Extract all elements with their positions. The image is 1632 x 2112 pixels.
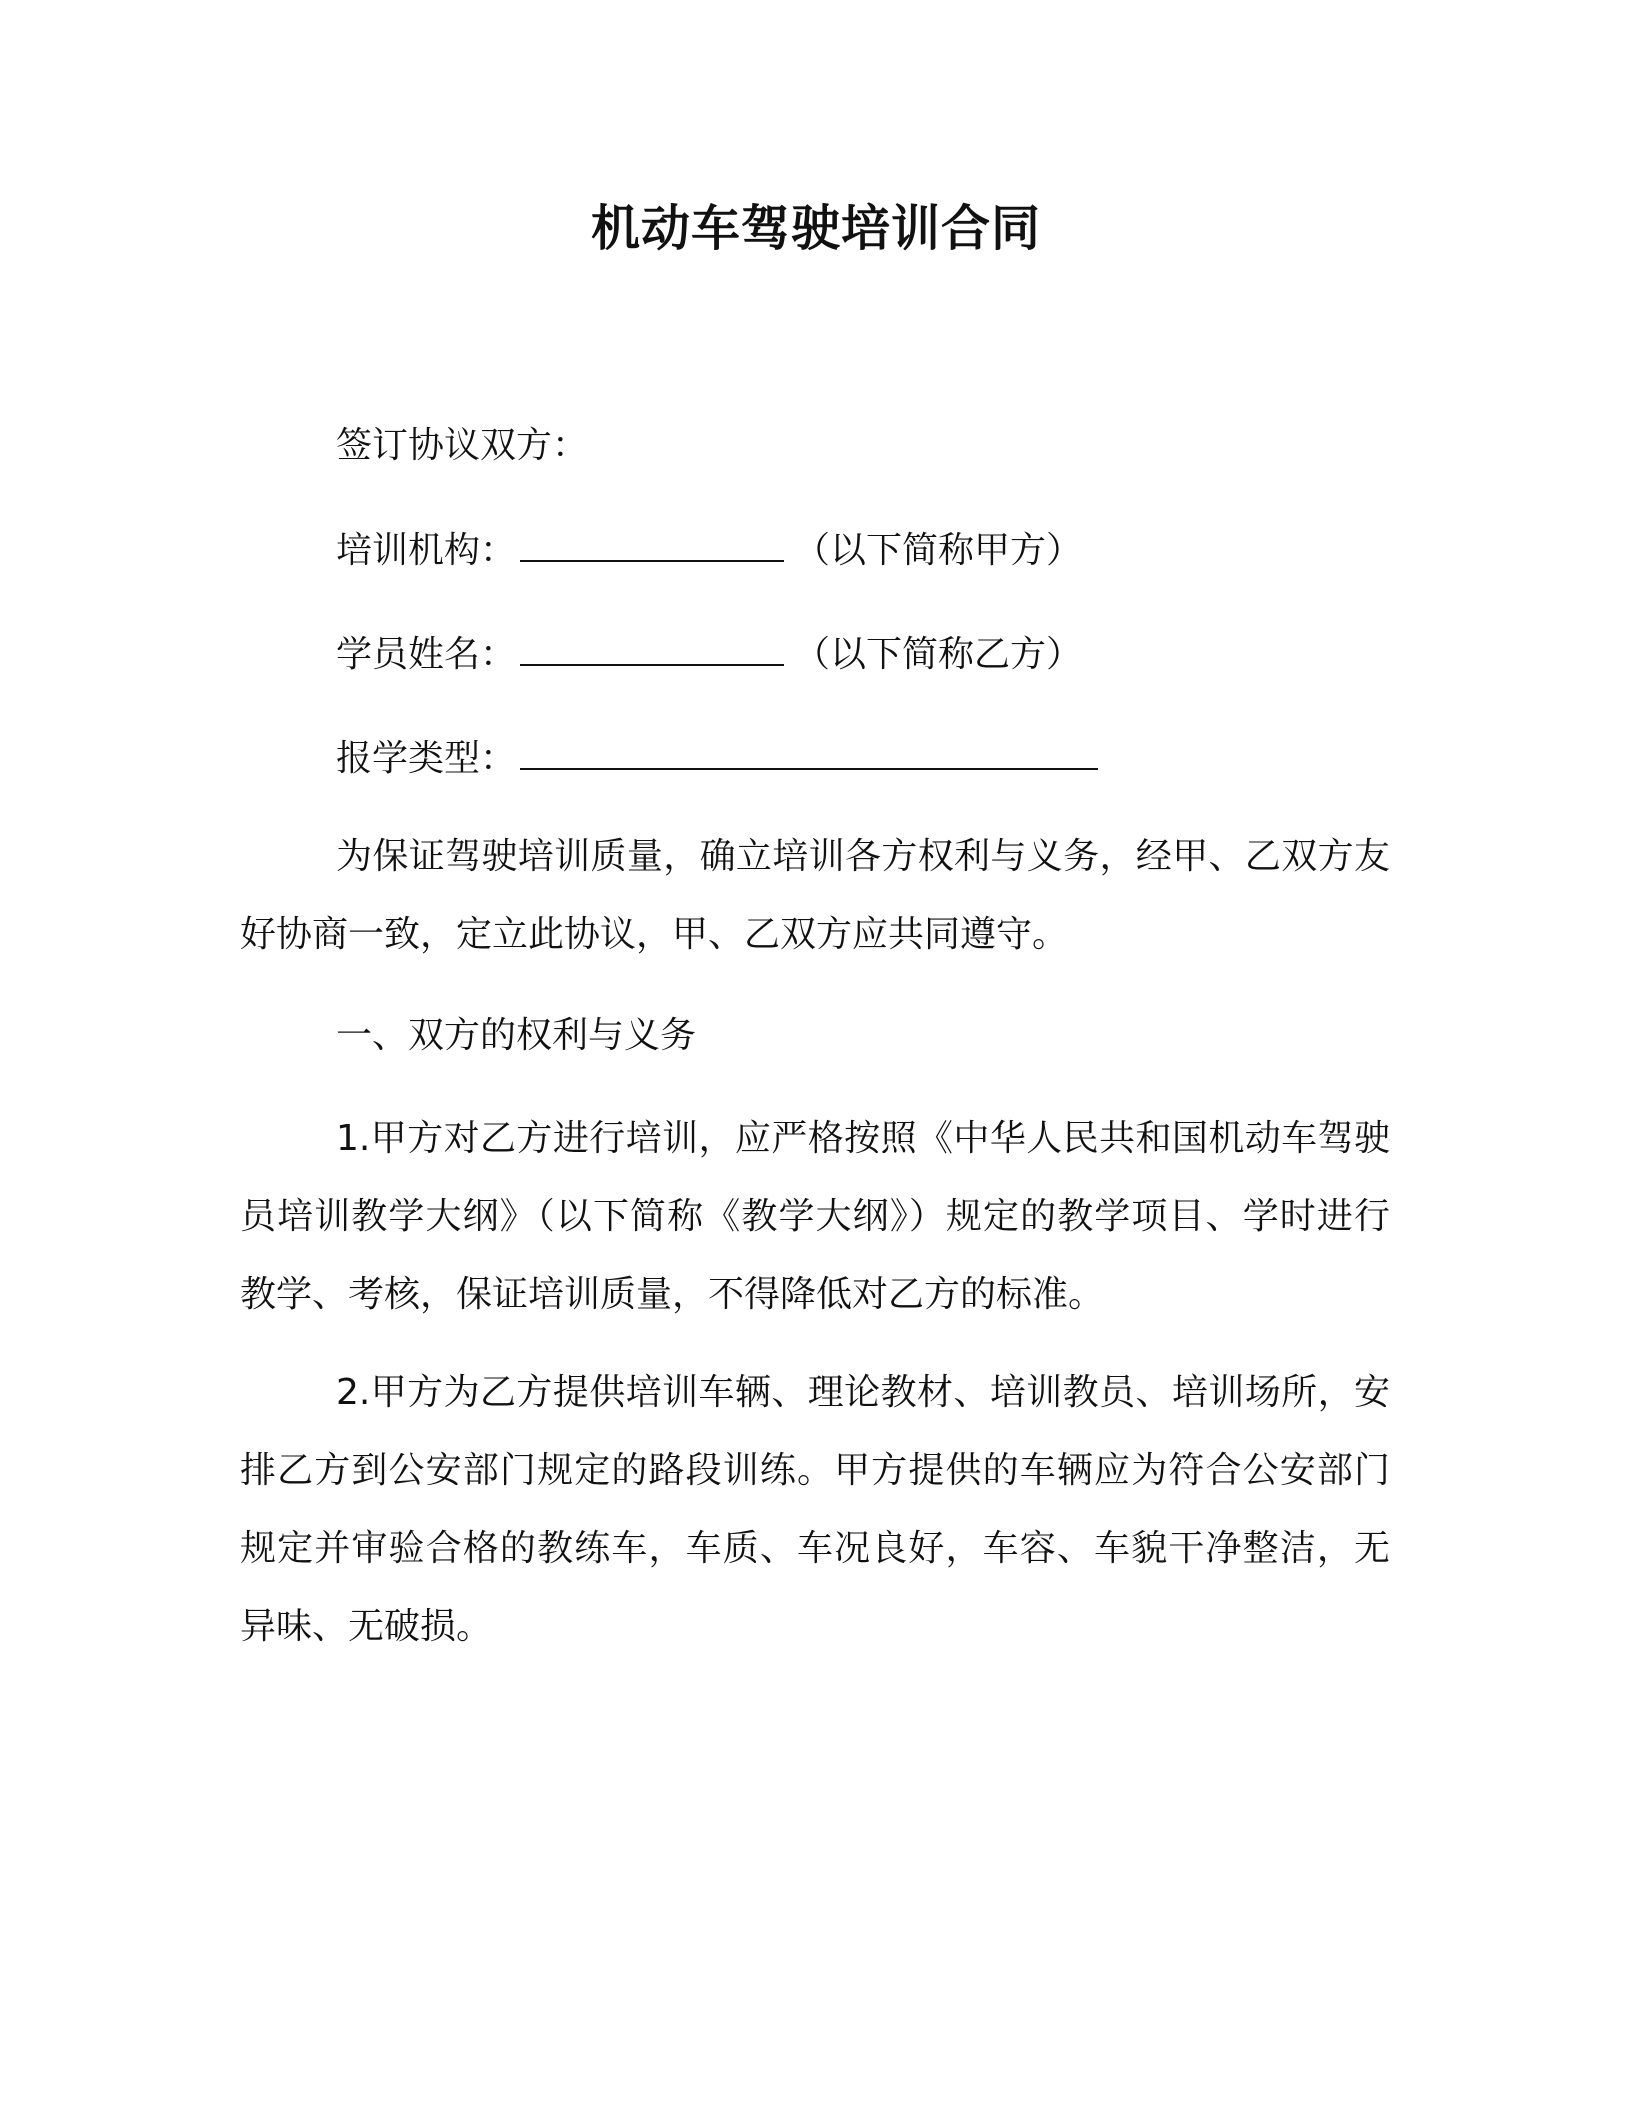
clause-1: 1.甲方对乙方进行培训，应严格按照《中华人民共和国机动车驾驶员培训教学大纲》（以下简称《教学大纲》）规定的教学项目、学时进行教学、考核，保证培训质量，不得降低对乙方的标准。 — [240, 1118, 1390, 1315]
student-line — [336, 624, 1082, 683]
type-line — [336, 728, 1108, 787]
student-note: （以下简称乙方） — [794, 634, 1083, 675]
student-label: 学员姓名： — [336, 634, 517, 675]
type-label: 报学类型： — [336, 738, 517, 779]
institution-note: （以下简称甲方） — [794, 530, 1083, 571]
document-title: 机动车驾驶培训合同 — [590, 200, 1041, 257]
parties-label: 签订协议双方： — [336, 425, 589, 466]
institution-line — [336, 520, 1082, 579]
type-blank — [520, 728, 1098, 770]
section-heading: 一、双方的权利与义务 — [336, 1015, 697, 1056]
institution-label: 培训机构： — [336, 530, 517, 571]
student-blank — [520, 624, 784, 666]
intro-paragraph: 为保证驾驶培训质量，确立培训各方权利与义务，经甲、乙双方友好协商一致，定立此协议，甲、乙双方应共同遵守。 — [240, 836, 1390, 955]
clause-2: 2.甲方为乙方提供培训车辆、理论教材、培训教员、培训场所，安排乙方到公安部门规定的路段训练。甲方提供的车辆应为符合公安部门规定并审验合格的教练车，车质、车况良好，车容、车貌干净整洁，无异味、无破损。 — [240, 1372, 1390, 1647]
institution-blank — [520, 520, 784, 562]
